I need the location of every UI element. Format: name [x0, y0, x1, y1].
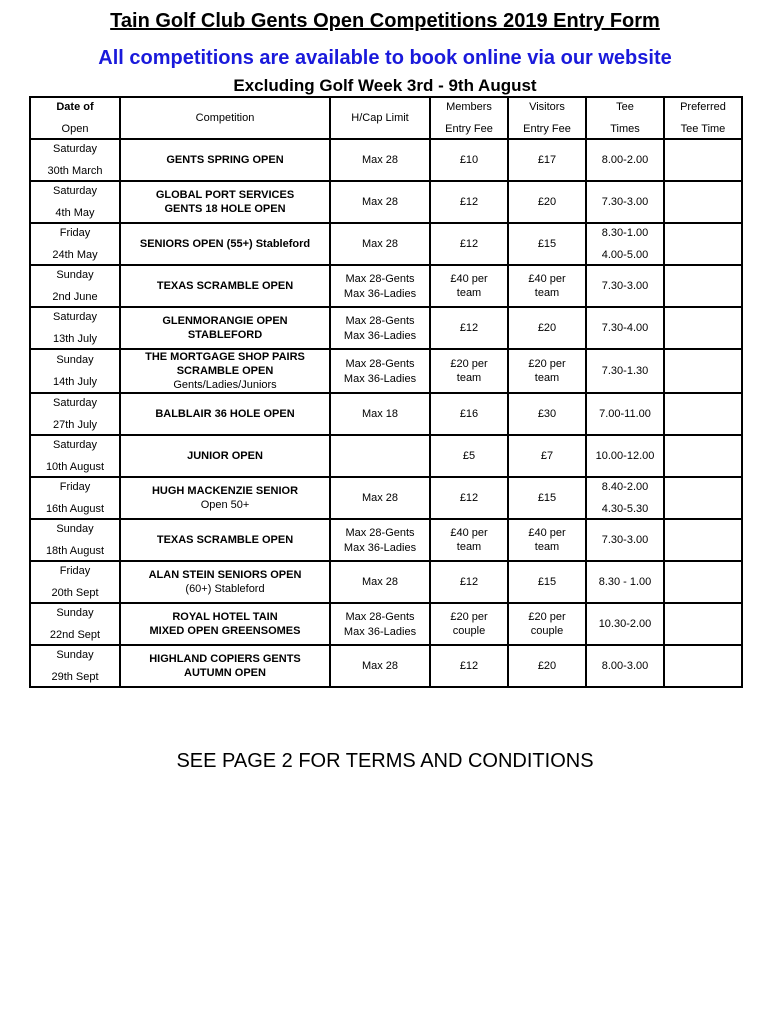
day-text: Saturday: [52, 185, 98, 197]
members-fee: £40 per: [450, 273, 488, 285]
day-text: Friday: [59, 565, 91, 577]
visitors-fee-cell: [508, 561, 586, 603]
competition-name: THE MORTGAGE SHOP PAIRS: [145, 351, 305, 363]
tee-time: 8.30 - 1.00: [598, 576, 652, 588]
competitions-table: [29, 96, 743, 688]
members-fee: £20 per: [450, 611, 488, 623]
competition-name: TEXAS SCRAMBLE OPEN: [156, 534, 294, 546]
tee-time: 7.30-3.00: [601, 196, 649, 208]
competition-cell: [120, 307, 330, 349]
preferred-tee-time-cell[interactable]: [664, 519, 742, 561]
hcap-cell: [330, 561, 430, 603]
competition-name: SENIORS OPEN (55+) Stableford: [139, 238, 311, 250]
day-text: Saturday: [52, 439, 98, 451]
table-row: [30, 307, 742, 349]
day-text: Saturday: [52, 311, 98, 323]
hcap-cell: [330, 393, 430, 435]
tee-times-cell: [586, 307, 664, 349]
date-cell: [30, 349, 120, 393]
day-text: Friday: [59, 481, 91, 493]
competition-cell: [120, 603, 330, 645]
members-fee: £12: [459, 576, 479, 588]
golf-week-exclusion-note: Excluding Golf Week 3rd - 9th August: [233, 76, 537, 95]
competition-cell: [120, 393, 330, 435]
visitors-fee-unit: couple: [530, 625, 564, 637]
members-fee: £12: [459, 322, 479, 334]
competition-subtitle: SCRAMBLE OPEN: [176, 365, 274, 377]
tee-time: 10.30-2.00: [598, 618, 652, 630]
members-fee: £10: [459, 154, 479, 166]
date-text: 18th August: [45, 545, 105, 557]
page-title: Tain Golf Club Gents Open Competitions 2019 Entry Form: [110, 10, 660, 32]
competition-subtitle: MIXED OPEN GREENSOMES: [149, 625, 301, 637]
visitors-fee: £20: [537, 660, 557, 672]
competition-cell: [120, 435, 330, 477]
members-fee: £12: [459, 196, 479, 208]
visitors-fee-cell: [508, 477, 586, 519]
members-fee-unit: team: [456, 372, 482, 384]
date-text: 22nd Sept: [49, 629, 101, 641]
visitors-fee: £15: [537, 238, 557, 250]
competition-cell: [120, 645, 330, 687]
hcap-gents: Max 28-Gents: [345, 357, 415, 370]
date-text: 13th July: [52, 333, 98, 345]
hcap-limit: Max 28: [361, 154, 399, 166]
competition-name: HIGHLAND COPIERS GENTS: [149, 653, 301, 665]
hcap-limit: Max 28: [361, 238, 399, 250]
preferred-tee-time-cell[interactable]: [664, 393, 742, 435]
table-row: [30, 223, 742, 265]
hcap-limit: Max 28: [361, 660, 399, 672]
preferred-tee-time-cell[interactable]: [664, 435, 742, 477]
tee-times-cell: [586, 477, 664, 519]
date-cell: [30, 223, 120, 265]
competition-subtitle: AUTUMN OPEN: [184, 667, 266, 679]
table-header-row: [30, 97, 742, 139]
tee-times-cell: [586, 645, 664, 687]
visitors-fee-cell: [508, 435, 586, 477]
tee-time-1: 8.30-1.00: [601, 227, 649, 239]
visitors-fee: £20: [537, 322, 557, 334]
day-text: Sunday: [56, 649, 94, 661]
members-fee-cell: [430, 645, 508, 687]
members-fee-unit: team: [456, 287, 482, 299]
members-fee: £12: [459, 492, 479, 504]
date-text: 4th May: [55, 207, 95, 219]
hcap-ladies: Max 36-Ladies: [343, 287, 417, 300]
hcap-gents: Max 28-Gents: [345, 610, 415, 623]
competition-cell: [120, 519, 330, 561]
preferred-tee-time-cell[interactable]: [664, 561, 742, 603]
competition-category: Gents/Ladies/Juniors: [173, 379, 277, 391]
date-text: 20th Sept: [51, 587, 99, 599]
table-row: [30, 349, 742, 393]
visitors-fee: £20 per: [528, 358, 566, 370]
date-cell: [30, 307, 120, 349]
competition-subtitle: STABLEFORD: [187, 329, 263, 341]
tee-time-2: 4.00-5.00: [601, 249, 649, 261]
visitors-fee-cell: [508, 307, 586, 349]
hcap-cell: [330, 645, 430, 687]
visitors-fee-unit: team: [534, 541, 560, 553]
date-text: 27th July: [52, 419, 98, 431]
online-booking-note: All competitions are available to book online via our website: [98, 47, 672, 69]
members-fee: £12: [459, 660, 479, 672]
hcap-cell: [330, 181, 430, 223]
hcap-limit: Max 28: [361, 196, 399, 208]
table-row: [30, 477, 742, 519]
preferred-tee-time-cell[interactable]: [664, 265, 742, 307]
date-cell: [30, 477, 120, 519]
members-fee: £12: [459, 238, 479, 250]
table-row: [30, 603, 742, 645]
tee-times-cell: [586, 393, 664, 435]
preferred-tee-time-cell[interactable]: [664, 139, 742, 181]
table-row: [30, 435, 742, 477]
hcap-cell: [330, 349, 430, 393]
competition-name: BALBLAIR 36 HOLE OPEN: [155, 408, 295, 420]
hcap-cell: [330, 307, 430, 349]
visitors-fee-cell: [508, 645, 586, 687]
preferred-tee-time-cell[interactable]: [664, 223, 742, 265]
visitors-fee: £17: [537, 154, 557, 166]
date-text: 30th March: [47, 165, 103, 177]
date-text: 10th August: [45, 461, 105, 473]
tee-time: 8.00-2.00: [601, 154, 649, 166]
members-fee: £40 per: [450, 527, 488, 539]
competition-subtitle: Open 50+: [200, 499, 250, 511]
hcap-limit: Max 28: [361, 492, 399, 504]
date-cell: [30, 435, 120, 477]
table-row: [30, 139, 742, 181]
date-text: 29th Sept: [51, 671, 99, 683]
competition-cell: [120, 139, 330, 181]
date-text: 2nd June: [52, 291, 98, 303]
preferred-tee-time-cell[interactable]: [664, 477, 742, 519]
day-text: Sunday: [56, 607, 94, 619]
date-text: 16th August: [45, 503, 105, 515]
tee-times-cell: [586, 223, 664, 265]
members-fee-cell: [430, 477, 508, 519]
hcap-ladies: Max 36-Ladies: [343, 541, 417, 554]
header-visitors-fee: Visitors Entry Fee: [508, 97, 586, 139]
hcap-limit: Max 18: [361, 408, 399, 420]
preferred-tee-time-cell[interactable]: [664, 349, 742, 393]
table-row: [30, 181, 742, 223]
competition-cell: [120, 477, 330, 519]
members-fee-cell: [430, 307, 508, 349]
hcap-gents: Max 28-Gents: [345, 272, 415, 285]
competition-subtitle: (60+) Stableford: [185, 583, 265, 595]
visitors-fee: £15: [537, 492, 557, 504]
competition-name: ROYAL HOTEL TAIN: [172, 611, 278, 623]
visitors-fee: £20: [537, 196, 557, 208]
members-fee-cell: [430, 603, 508, 645]
date-cell: [30, 181, 120, 223]
members-fee-cell: [430, 139, 508, 181]
date-cell: [30, 603, 120, 645]
table-row: [30, 393, 742, 435]
header-date: Date of Open: [30, 97, 120, 139]
hcap-cell: [330, 265, 430, 307]
competition-cell: [120, 181, 330, 223]
visitors-fee-cell: [508, 223, 586, 265]
preferred-tee-time-cell[interactable]: [664, 645, 742, 687]
members-fee-unit: couple: [452, 625, 486, 637]
competition-subtitle: GENTS 18 HOLE OPEN: [164, 203, 286, 215]
tee-times-cell: [586, 435, 664, 477]
members-fee-cell: [430, 223, 508, 265]
visitors-fee-cell: [508, 181, 586, 223]
terms-note: SEE PAGE 2 FOR TERMS AND CONDITIONS: [176, 750, 594, 772]
date-cell: [30, 265, 120, 307]
tee-time-2: 4.30-5.30: [601, 503, 649, 515]
visitors-fee: £7: [540, 450, 554, 462]
visitors-fee: £40 per: [528, 273, 566, 285]
tee-times-cell: [586, 139, 664, 181]
header-competition: Competition: [120, 97, 330, 139]
hcap-cell: [330, 139, 430, 181]
tee-times-cell: [586, 519, 664, 561]
visitors-fee-cell: [508, 603, 586, 645]
visitors-fee-unit: team: [534, 372, 560, 384]
visitors-fee: £20 per: [528, 611, 566, 623]
date-cell: [30, 519, 120, 561]
table-row: [30, 645, 742, 687]
hcap-cell: [330, 223, 430, 265]
tee-time: 7.00-11.00: [599, 408, 651, 420]
day-text: Sunday: [56, 354, 94, 366]
hcap-cell: [330, 519, 430, 561]
date-cell: [30, 561, 120, 603]
date-text: 24th May: [52, 249, 98, 261]
preferred-tee-time-cell[interactable]: [664, 603, 742, 645]
hcap-limit: Max 28: [361, 576, 399, 588]
competition-name: JUNIOR OPEN: [187, 450, 263, 462]
day-text: Friday: [59, 227, 91, 239]
tee-times-cell: [586, 603, 664, 645]
visitors-fee-cell: [508, 393, 586, 435]
visitors-fee-cell: [508, 519, 586, 561]
header-preferred-tee-time: Preferred Tee Time: [664, 97, 742, 139]
hcap-cell: [330, 435, 430, 477]
visitors-fee: £15: [537, 576, 557, 588]
competition-cell: [120, 265, 330, 307]
competition-name: HUGH MACKENZIE SENIOR: [151, 485, 299, 497]
table-row: [30, 519, 742, 561]
tee-times-cell: [586, 265, 664, 307]
competition-name: GENTS SPRING OPEN: [166, 154, 284, 166]
tee-time: 8.00-3.00: [601, 660, 649, 672]
members-fee-cell: [430, 265, 508, 307]
visitors-fee: £30: [537, 408, 557, 420]
header-members-fee: Members Entry Fee: [430, 97, 508, 139]
date-text: 14th July: [52, 376, 98, 388]
date-cell: [30, 393, 120, 435]
tee-time: 7.30-3.00: [601, 280, 649, 292]
members-fee-cell: [430, 349, 508, 393]
visitors-fee-cell: [508, 139, 586, 181]
competition-name: ALAN STEIN SENIORS OPEN: [148, 569, 302, 581]
hcap-gents: Max 28-Gents: [345, 314, 415, 327]
tee-time: 7.30-1.30: [601, 365, 649, 377]
day-text: Sunday: [56, 269, 94, 281]
table-row: [30, 265, 742, 307]
competition-cell: [120, 561, 330, 603]
visitors-fee-unit: team: [534, 287, 560, 299]
competition-cell: [120, 349, 330, 393]
competition-name: TEXAS SCRAMBLE OPEN: [156, 280, 294, 292]
members-fee-cell: [430, 435, 508, 477]
hcap-cell: [330, 477, 430, 519]
preferred-tee-time-cell[interactable]: [664, 307, 742, 349]
tee-time: 7.30-3.00: [601, 534, 649, 546]
table-row: [30, 561, 742, 603]
members-fee-cell: [430, 181, 508, 223]
members-fee: £16: [459, 408, 479, 420]
hcap-ladies: Max 36-Ladies: [343, 372, 417, 385]
competition-name: GLOBAL PORT SERVICES: [155, 189, 295, 201]
members-fee-unit: team: [456, 541, 482, 553]
tee-time: 10.00-12.00: [595, 450, 655, 462]
day-text: Saturday: [52, 397, 98, 409]
members-fee: £5: [462, 450, 476, 462]
preferred-tee-time-cell[interactable]: [664, 181, 742, 223]
day-text: Saturday: [52, 143, 98, 155]
members-fee-cell: [430, 561, 508, 603]
header-tee-times: Tee Times: [586, 97, 664, 139]
visitors-fee-cell: [508, 265, 586, 307]
tee-times-cell: [586, 561, 664, 603]
members-fee-cell: [430, 519, 508, 561]
tee-times-cell: [586, 349, 664, 393]
members-fee: £20 per: [450, 358, 488, 370]
hcap-gents: Max 28-Gents: [345, 526, 415, 539]
tee-time: 7.30-4.00: [601, 322, 649, 334]
visitors-fee: £40 per: [528, 527, 566, 539]
day-text: Sunday: [56, 523, 94, 535]
date-cell: [30, 645, 120, 687]
competition-cell: [120, 223, 330, 265]
visitors-fee-cell: [508, 349, 586, 393]
hcap-ladies: Max 36-Ladies: [343, 329, 417, 342]
members-fee-cell: [430, 393, 508, 435]
hcap-cell: [330, 603, 430, 645]
header-hcap: H/Cap Limit: [330, 97, 430, 139]
date-cell: [30, 139, 120, 181]
tee-time-1: 8.40-2.00: [601, 481, 649, 493]
hcap-ladies: Max 36-Ladies: [343, 625, 417, 638]
tee-times-cell: [586, 181, 664, 223]
competition-name: GLENMORANGIE OPEN: [162, 315, 288, 327]
